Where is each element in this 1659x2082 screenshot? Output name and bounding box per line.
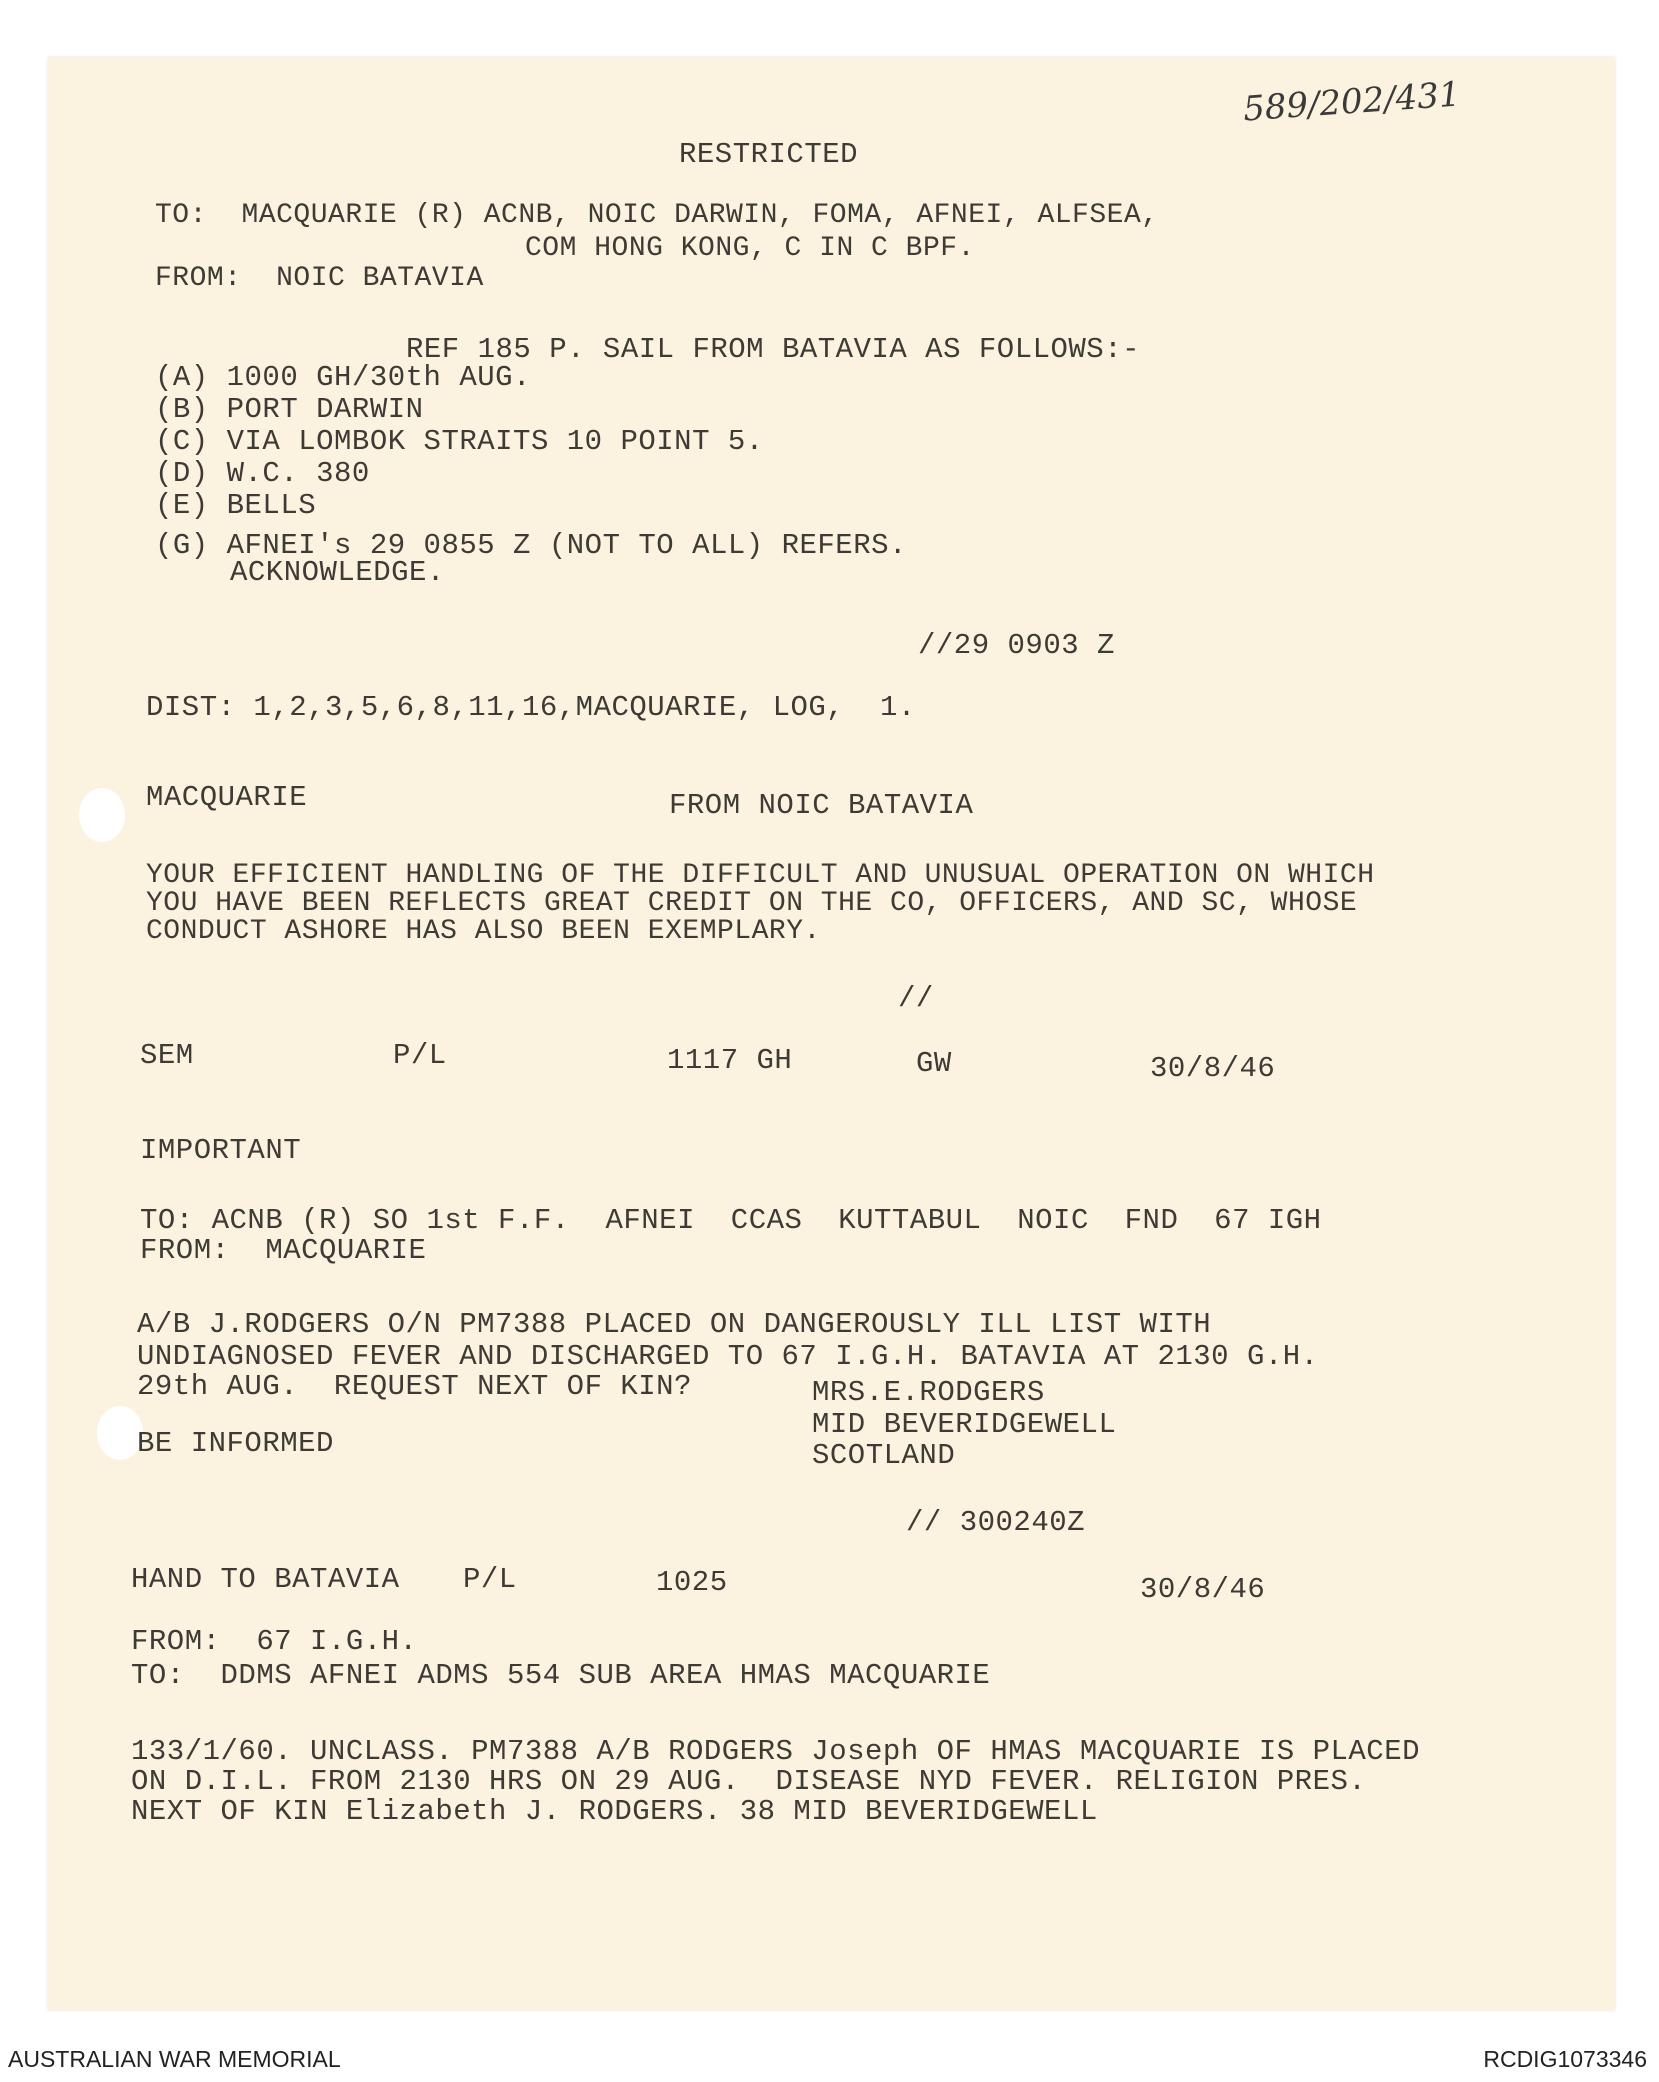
msg2-footer-time: 1117 GH [667,1044,793,1077]
msg1-item: (A) 1000 GH/30th AUG. [155,361,531,394]
msg3-footer-pl: P/L [463,1563,517,1596]
msg1-to-line2: COM HONG KONG, C IN C BPF. [525,233,975,264]
msg3-to: TO: ACNB (R) SO 1st F.F. AFNEI CCAS KUTTABUL NOIC FND 67 IGH [140,1204,1322,1237]
msg3-nok-line: MID BEVERIDGEWELL [812,1408,1117,1441]
msg2-body-line: CONDUCT ASHORE HAS ALSO BEEN EXEMPLARY. [146,916,821,947]
msg4-body-line: 133/1/60. UNCLASS. PM7388 A/B RODGERS Joseph OF HMAS MACQUARIE IS PLACED [131,1735,1421,1768]
msg1-item: (B) PORT DARWIN [155,393,424,426]
archive-footer-left: AUSTRALIAN WAR MEMORIAL [8,2046,341,2072]
msg3-footer-time: 1025 [656,1566,728,1599]
msg1-distribution: DIST: 1,2,3,5,6,8,11,16,MACQUARIE, LOG, 1. [146,691,916,724]
msg2-body-line: YOU HAVE BEEN REFLECTS GREAT CREDIT ON THE CO, OFFICERS, AND SC, WHOSE [146,888,1358,919]
msg1-from: FROM: NOIC BATAVIA [155,263,484,294]
msg2-end-mark: // [898,982,934,1015]
archive-footer-right: RCDIG1073346 [1483,2046,1647,2072]
msg3-be-informed: BE INFORMED [137,1427,334,1460]
msg2-body-line: YOUR EFFICIENT HANDLING OF THE DIFFICULT AND UNUSUAL OPERATION ON WHICH [146,860,1375,891]
msg4-from: FROM: 67 I.G.H. [131,1625,418,1658]
msg3-nok-line: MRS.E.RODGERS [812,1376,1045,1409]
msg3-nok-line: SCOTLAND [812,1439,956,1472]
msg1-item: (E) BELLS [155,489,317,522]
msg3-from: FROM: MACQUARIE [140,1234,427,1267]
msg1-item: (G) AFNEI's 29 0855 Z (NOT TO ALL) REFERS. [155,529,907,562]
msg2-to: MACQUARIE [146,781,308,814]
msg1-item: (D) W.C. 380 [155,457,370,490]
msg1-ref: REF 185 P. SAIL FROM BATAVIA AS FOLLOWS:- [406,333,1141,366]
msg3-dtg: // 300240Z [906,1506,1086,1539]
msg3-body-line: UNDIAGNOSED FEVER AND DISCHARGED TO 67 I.G.H. BATAVIA AT 2130 G.H. [137,1340,1319,1373]
msg3-footer-method: HAND TO BATAVIA [131,1563,400,1596]
msg4-to: TO: DDMS AFNEI ADMS 554 SUB AREA HMAS MACQUARIE [131,1659,991,1692]
handwritten-reference: 589/202/431 [1241,74,1462,130]
msg3-precedence: IMPORTANT [140,1134,302,1167]
msg3-footer-date: 30/8/46 [1140,1573,1266,1606]
msg2-footer-date: 30/8/46 [1150,1052,1276,1085]
msg3-body-line: A/B J.RODGERS O/N PM7388 PLACED ON DANGEROUSLY ILL LIST WITH [137,1308,1212,1341]
msg2-footer-initials: GW [916,1047,952,1080]
msg1-to-line1: TO: MACQUARIE (R) ACNB, NOIC DARWIN, FOMA, AFNEI, ALFSEA, [155,200,1159,231]
msg2-footer-pl: P/L [393,1039,447,1072]
msg1-acknowledge: ACKNOWLEDGE. [230,556,445,589]
msg2-footer-method: SEM [140,1039,194,1072]
msg4-body-line: ON D.I.L. FROM 2130 HRS ON 29 AUG. DISEASE NYD FEVER. RELIGION PRES. [131,1765,1367,1798]
msg1-dtg: //29 0903 Z [918,629,1115,662]
msg4-body-line: NEXT OF KIN Elizabeth J. RODGERS. 38 MID BEVERIDGEWELL [131,1795,1098,1828]
msg3-body-line: 29th AUG. REQUEST NEXT OF KIN? [137,1370,692,1403]
msg2-from: FROM NOIC BATAVIA [669,789,974,822]
msg1-item: (C) VIA LOMBOK STRAITS 10 POINT 5. [155,425,764,458]
punch-hole [79,788,125,842]
classification-header: RESTRICTED [679,138,859,171]
